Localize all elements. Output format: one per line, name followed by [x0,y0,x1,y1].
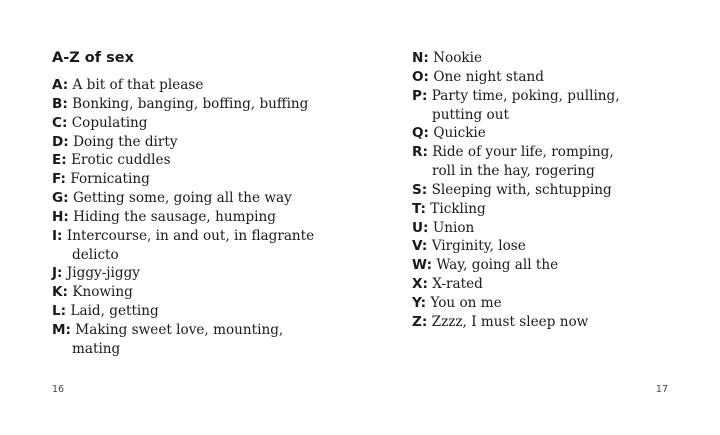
entry-text: X-rated [432,276,483,293]
entry-text: Bonking, banging, boffing, buffing [72,95,309,112]
entry-letter: J: [52,265,63,282]
entry-text: Doing the dirty [73,133,178,150]
entry-letter: B: [52,95,68,112]
entry-letter: L: [52,303,67,320]
entry-letter: V: [412,238,428,255]
entry-text: Laid, getting [70,303,159,320]
entry-letter: W: [412,257,433,274]
entry-text: Getting some, going all the way [72,190,292,207]
entry-letter: P: [412,87,428,104]
entry-text: Intercourse, in and out, in flagrante [66,227,315,244]
list-item [52,321,314,359]
entry-text: Ride of your life, romping, [432,144,614,161]
entry-letter: C: [52,114,68,131]
list-item [412,181,620,200]
entry-letter: Y: [412,294,427,311]
list-item [412,200,620,219]
list-item [52,76,314,95]
entry-text: Making sweet love, mounting, [75,321,284,338]
entry-letter: G: [52,190,69,207]
entry-continuation: delicto [72,246,119,263]
entry-text: A bit of that please [72,77,204,93]
entry-text: You on me [430,294,502,311]
list-item [412,124,620,143]
list-item [412,87,620,125]
entry-text: Way, going all the [436,257,559,274]
list-item [412,49,620,68]
list-item [412,237,620,256]
page-number: 16 [52,384,65,395]
list-item [52,283,314,302]
entry-letter: I: [52,227,63,244]
entry-letter: A: [52,77,69,93]
list-item [412,256,620,275]
list-item [52,302,314,321]
list-item [52,208,314,227]
entry-text: Quickie [433,125,486,142]
entry-text: Knowing [72,284,133,301]
entry-text: Hiding the sausage, humping [73,208,276,225]
entry-text: Union [432,219,475,236]
entry-list-left [52,76,314,359]
entry-text: Fornicating [70,171,150,188]
entry-text: Nookie [433,50,483,66]
entry-letter: Z: [412,313,428,330]
entry-text: Virginity, lose [431,238,526,255]
list-item [412,143,620,181]
entry-letter: Q: [412,125,429,142]
entry-letter: M: [52,321,71,338]
list-item [412,275,620,294]
entry-letter: U: [412,219,429,236]
page-title: A-Z of sex [52,50,134,66]
entry-continuation: roll in the hay, rogering [432,163,595,180]
list-item [52,133,314,152]
entry-letter: R: [412,144,428,161]
entry-text: Zzzz, I must sleep now [431,313,589,330]
list-item [52,151,314,170]
list-item [52,264,314,283]
list-item [52,227,314,265]
list-item [412,219,620,238]
entry-letter: T: [412,200,426,217]
right-page [360,0,720,435]
entry-continuation: putting out [432,106,509,123]
page-number: 17 [655,384,668,395]
list-item [52,170,314,189]
entry-text: Copulating [71,114,148,131]
entry-letter: S: [412,181,428,198]
entry-letter: D: [52,133,69,150]
list-item [52,95,314,114]
entry-letter: X: [412,276,428,293]
entry-letter: K: [52,284,68,301]
list-item [52,114,314,133]
list-item [412,68,620,87]
entry-text: Erotic cuddles [71,152,171,169]
entry-letter: H: [52,208,69,225]
entry-text: Jiggy-jiggy [66,265,140,282]
entry-letter: N: [412,50,429,66]
list-item [412,294,620,313]
list-item [412,313,620,332]
entry-letter: F: [52,171,66,188]
entry-text: Party time, poking, pulling, [431,87,620,104]
entry-letter: O: [412,68,429,85]
entry-list-right [412,49,620,332]
entry-letter: E: [52,152,67,169]
entry-continuation: mating [72,340,121,357]
entry-text: Sleeping with, schtupping [431,181,612,198]
list-item [52,189,314,208]
entry-text: Tickling [430,200,486,217]
entry-text: One night stand [433,68,544,85]
